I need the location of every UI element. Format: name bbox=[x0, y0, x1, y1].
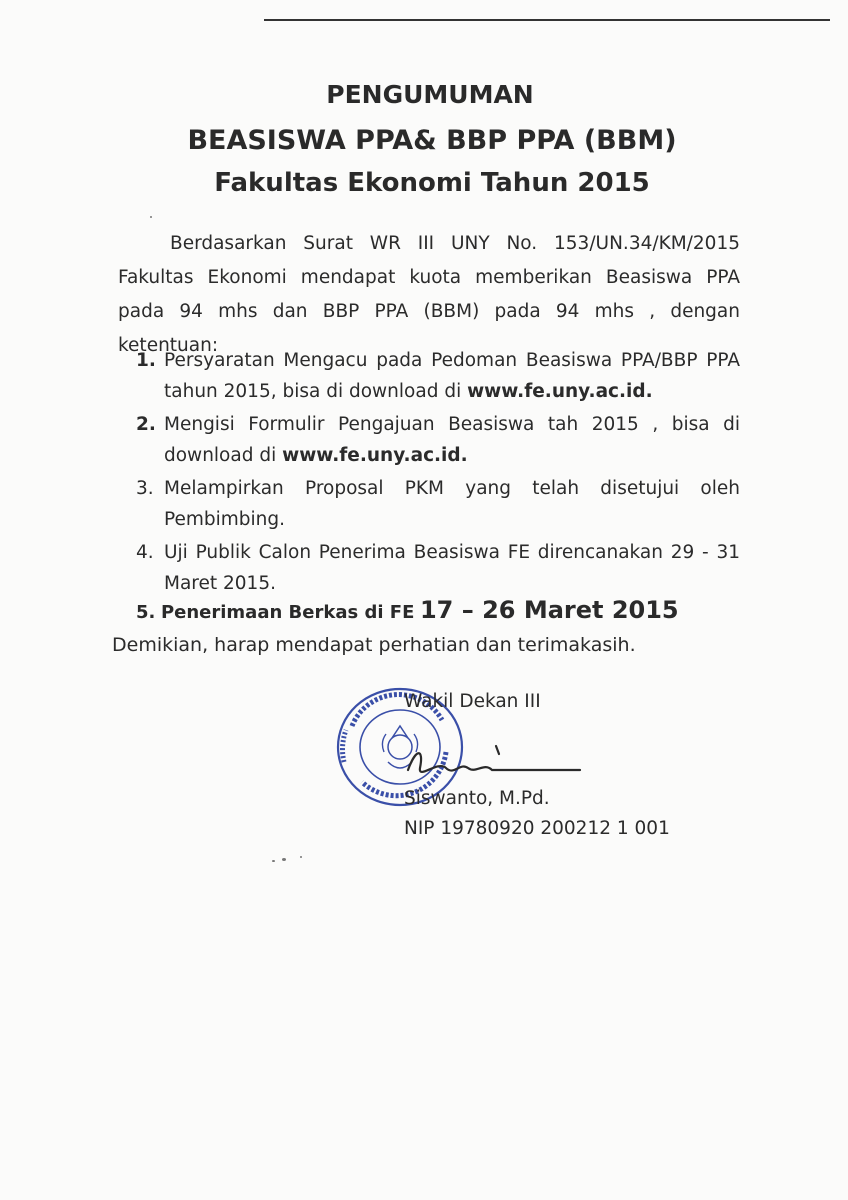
top-rule bbox=[264, 19, 830, 21]
signatory-name: Siswanto, M.Pd. bbox=[404, 788, 550, 809]
scan-speck bbox=[282, 858, 286, 861]
download-link[interactable]: www.fe.uny.ac.id. bbox=[467, 381, 653, 402]
submission-text: Penerimaan Berkas di FE bbox=[160, 602, 415, 623]
download-link[interactable]: www.fe.uny.ac.id. bbox=[282, 445, 468, 466]
closing-sentence: Demikian, harap mendapat perhatian dan terimakasih. bbox=[112, 634, 636, 656]
list-item-text: Persyaratan Mengacu pada Pedoman Beasiswa PPA/BBP PPA tahun 2015, bisa di download di bbox=[164, 350, 740, 402]
title-announcement: PENGUMUMAN bbox=[326, 80, 534, 109]
signatory-title: Wakil Dekan III bbox=[404, 691, 541, 712]
list-item bbox=[136, 537, 740, 599]
signatory-nip: NIP 19780920 200212 1 001 bbox=[404, 818, 670, 839]
list-item bbox=[136, 473, 740, 535]
requirements-list bbox=[136, 345, 740, 601]
submission-dates: 17 – 26 Maret 2015 bbox=[419, 596, 679, 624]
list-item bbox=[136, 345, 740, 407]
list-item-number: 1. bbox=[136, 350, 156, 371]
scan-speck bbox=[150, 216, 152, 218]
handwritten-signature bbox=[398, 740, 588, 785]
list-item-text: Mengisi Formulir Pengajuan Beasiswa tah 2015 , bisa di download di bbox=[164, 414, 740, 466]
intro-paragraph: Berdasarkan Surat WR III UNY No. 153/UN.34/KM/2015 Fakultas Ekonomi mendapat kuota memberikan Beasiswa PPA pada 94 mhs dan BBP PPA (BBM) pada 94 mhs , dengan ketentuan: bbox=[118, 233, 740, 356]
list-item-number: 4. bbox=[136, 542, 154, 563]
list-item bbox=[136, 409, 740, 471]
scan-speck bbox=[272, 860, 275, 862]
list-item-text: Uji Publik Calon Penerima Beasiswa FE direncanakan 29 - 31 Maret 2015. bbox=[164, 542, 740, 594]
scan-speck bbox=[300, 856, 302, 858]
list-item-submission bbox=[136, 596, 756, 624]
list-item-number: 3. bbox=[136, 478, 154, 499]
list-item-number: 5. bbox=[136, 602, 156, 623]
list-item-number: 2. bbox=[136, 414, 156, 435]
title-faculty-year: Fakultas Ekonomi Tahun 2015 bbox=[214, 168, 650, 198]
title-scholarship: BEASISWA PPA& BBP PPA (BBM) bbox=[187, 125, 677, 156]
list-item-text: Melampirkan Proposal PKM yang telah disetujui oleh Pembimbing. bbox=[164, 478, 740, 530]
